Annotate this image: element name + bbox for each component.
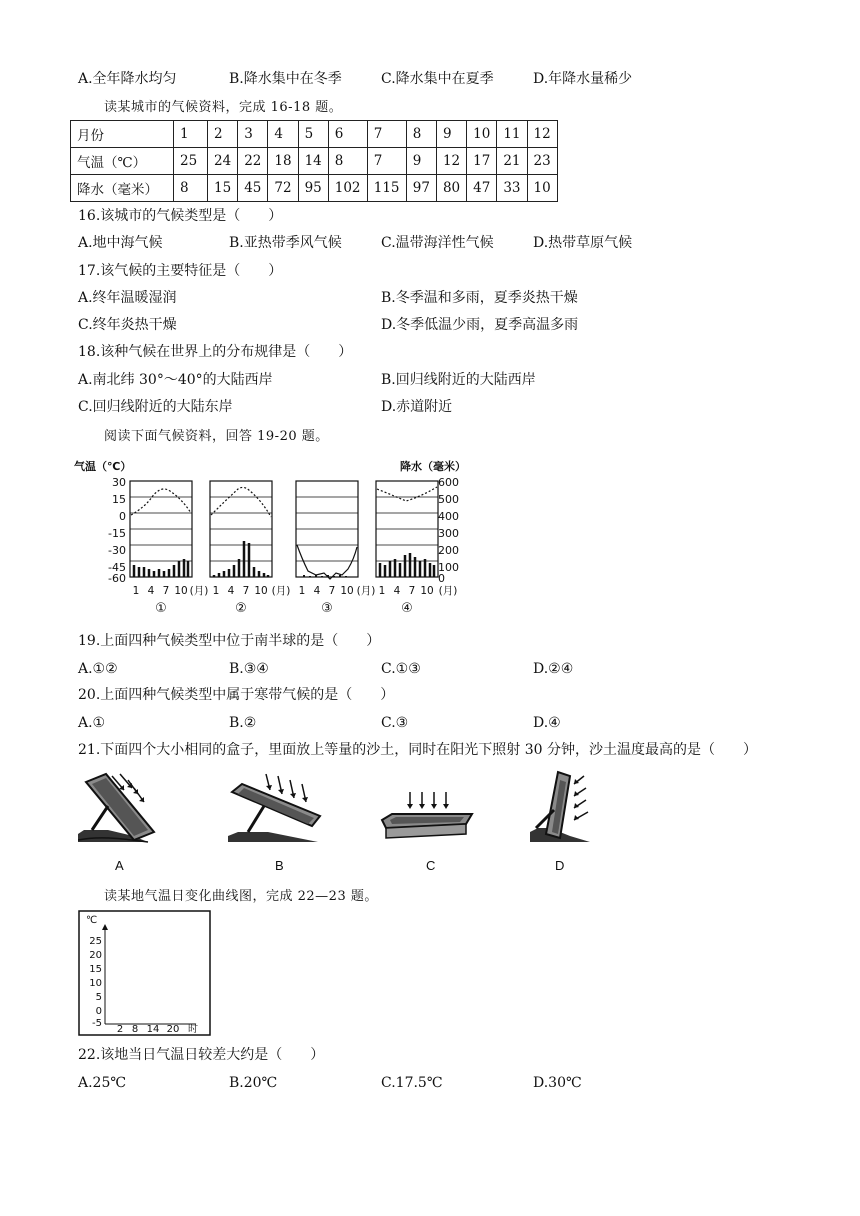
sun-box-b-image — [228, 772, 323, 844]
q15-option-c[interactable]: C.降水集中在夏季 — [381, 71, 494, 87]
q21-stem: 21.下面四个大小相同的盒子，里面放上等量的沙土，同时在阳光下照射 30 分钟，沙土温度最高的是（ ） — [78, 742, 757, 758]
q15-option-d[interactable]: D.年降水量稀少 — [533, 71, 633, 87]
tick-label: 20 — [89, 950, 102, 961]
tick-label: 0 — [119, 510, 126, 523]
tick-label: 4 — [147, 585, 155, 597]
intro-16-18: 读某城市的气候资料，完成 16-18 题。 — [104, 100, 343, 115]
table-cell: 7 — [367, 148, 406, 175]
table-cell: 115 — [367, 175, 406, 202]
table-cell: 24 — [208, 148, 238, 175]
q20-option-c[interactable]: C.③ — [381, 715, 409, 731]
q16-option-b[interactable]: B.亚热带季风气候 — [229, 235, 342, 251]
intro-22-23: 读某地气温日变化曲线图，完成 22—23 题。 — [104, 889, 378, 904]
panel-label: ③ — [321, 601, 333, 616]
table-cell: 4 — [268, 121, 298, 148]
tick-label: 0 — [438, 572, 445, 585]
q17-option-d[interactable]: D.冬季低温少雨，夏季高温多雨 — [381, 317, 579, 333]
table-cell: 22 — [238, 148, 268, 175]
tick-label: 7 — [328, 585, 336, 597]
tick-label: (月) — [438, 585, 458, 597]
q19-option-d[interactable]: D.②④ — [533, 661, 574, 677]
tick-label: 1 — [132, 585, 140, 597]
table-cell: 10 — [527, 175, 557, 202]
tick-label: -15 — [108, 527, 126, 540]
right-axis-ticks — [438, 476, 459, 585]
panel-labels — [155, 601, 413, 616]
table-cell: 80 — [436, 175, 466, 202]
table-cell: 21 — [497, 148, 527, 175]
tick-label: 10 — [254, 585, 268, 597]
q17-option-b[interactable]: B.冬季温和多雨，夏季炎热干燥 — [381, 290, 578, 306]
tick-label: 10 — [174, 585, 188, 597]
q19-option-c[interactable]: C.①③ — [381, 661, 421, 677]
box-label-a[interactable]: A — [115, 858, 124, 873]
tick-label: 10 — [89, 978, 102, 989]
y-ticks — [89, 936, 102, 1029]
tick-label: 4 — [313, 585, 321, 597]
q18-option-c[interactable]: C.回归线附近的大陆东岸 — [78, 399, 233, 415]
tick-label: -60 — [108, 572, 126, 585]
tick-label: (月) — [271, 585, 291, 597]
tick-label: 0 — [95, 1006, 102, 1017]
panel-label: ② — [235, 601, 247, 616]
tick-label: 14 — [146, 1024, 160, 1035]
climate-panel-1 — [130, 481, 192, 577]
row-label-precip: 降水（毫米） — [71, 175, 174, 202]
table-row-months — [71, 121, 558, 148]
q17-option-a[interactable]: A.终年温暖湿润 — [78, 290, 177, 306]
q16-stem: 16.该城市的气候类型是（ ） — [78, 208, 283, 224]
q20-stem: 20.上面四种气候类型中属于寒带气候的是（ ） — [78, 687, 395, 703]
table-cell: 5 — [298, 121, 328, 148]
tick-label: (月) — [189, 585, 209, 597]
q18-stem: 18.该种气候在世界上的分布规律是（ ） — [78, 344, 353, 360]
q16-option-d[interactable]: D.热带草原气候 — [533, 235, 633, 251]
intro-19-20: 阅读下面气候资料，回答 19-20 题。 — [104, 429, 329, 444]
q22-option-d[interactable]: D.30℃ — [533, 1075, 582, 1091]
tick-label: 10 — [420, 585, 434, 597]
tick-label: (月) — [356, 585, 376, 597]
row-label-temp: 气温（℃） — [71, 148, 174, 175]
table-cell: 14 — [298, 148, 328, 175]
table-cell: 12 — [436, 148, 466, 175]
tick-label: 15 — [89, 964, 102, 975]
climate-figure — [70, 455, 490, 620]
q18-option-d[interactable]: D.赤道附近 — [381, 399, 453, 415]
q20-option-d[interactable]: D.④ — [533, 715, 561, 731]
tick-label: 1 — [212, 585, 220, 597]
table-cell: 8 — [328, 148, 367, 175]
table-row-precip — [71, 175, 558, 202]
tick-label: 30 — [112, 476, 126, 489]
q17-stem: 17.该气候的主要特征是（ ） — [78, 263, 283, 279]
climate-table — [70, 120, 558, 202]
q19-option-a[interactable]: A.①② — [78, 661, 118, 677]
tick-label: -30 — [108, 544, 126, 557]
tick-label: 7 — [162, 585, 170, 597]
q22-option-c[interactable]: C.17.5℃ — [381, 1075, 443, 1091]
tick-label: 400 — [438, 510, 459, 523]
q18-option-a[interactable]: A.南北纬 30°～40°的大陆西岸 — [78, 372, 273, 388]
climate-panel-4 — [376, 481, 438, 577]
table-cell: 102 — [328, 175, 367, 202]
table-cell: 7 — [367, 121, 406, 148]
q22-stem: 22.该地当日气温日较差大约是（ ） — [78, 1047, 325, 1063]
tick-label: 500 — [438, 493, 459, 506]
tick-label: -45 — [108, 561, 126, 574]
box-label-b[interactable]: B — [275, 858, 284, 873]
left-axis-title: 气温（℃） — [74, 460, 132, 473]
tick-label: 5 — [95, 992, 102, 1003]
daily-temp-chart — [78, 910, 212, 1038]
tick-label: 10 — [340, 585, 354, 597]
table-cell: 95 — [298, 175, 328, 202]
tick-label: 1 — [378, 585, 386, 597]
q15-option-a[interactable]: A.全年降水均匀 — [78, 71, 177, 87]
table-cell: 2 — [208, 121, 238, 148]
table-cell: 23 — [527, 148, 557, 175]
table-row-temps — [71, 148, 558, 175]
climate-panel-3 — [296, 481, 358, 579]
q22-option-a[interactable]: A.25℃ — [78, 1075, 127, 1091]
box-label-d[interactable]: D — [555, 858, 565, 873]
table-cell: 45 — [238, 175, 268, 202]
tick-label: 100 — [438, 561, 459, 574]
table-cell: 11 — [497, 121, 527, 148]
tick-label: 300 — [438, 527, 459, 540]
table-cell: 10 — [467, 121, 497, 148]
table-cell: 3 — [238, 121, 268, 148]
sun-box-a-image — [78, 772, 158, 844]
tick-label: 20 — [166, 1024, 180, 1035]
panel-label: ① — [155, 601, 167, 616]
q18-option-b[interactable]: B.回归线附近的大陆西岸 — [381, 372, 536, 388]
box-label-c[interactable]: C — [426, 858, 436, 873]
tick-label: 4 — [393, 585, 401, 597]
table-cell: 1 — [174, 121, 208, 148]
q15-option-b[interactable]: B.降水集中在冬季 — [229, 71, 342, 87]
sun-box-c-image — [380, 790, 475, 845]
table-cell: 15 — [208, 175, 238, 202]
tick-label: 15 — [112, 493, 126, 506]
q20-option-a[interactable]: A.① — [78, 715, 106, 731]
panel-label: ④ — [401, 601, 413, 616]
table-cell: 47 — [467, 175, 497, 202]
q16-option-a[interactable]: A.地中海气候 — [78, 235, 163, 251]
tick-label: 7 — [242, 585, 250, 597]
row-label-month: 月份 — [71, 121, 174, 148]
tick-label: 600 — [438, 476, 459, 489]
q17-option-c[interactable]: C.终年炎热干燥 — [78, 317, 177, 333]
table-cell: 9 — [436, 121, 466, 148]
table-cell: 97 — [406, 175, 436, 202]
table-cell: 8 — [174, 175, 208, 202]
table-cell: 33 — [497, 175, 527, 202]
right-axis-title: 降水（毫米） — [400, 460, 466, 473]
table-cell: 12 — [527, 121, 557, 148]
tick-label: 2 — [116, 1024, 124, 1035]
tick-label: -5 — [92, 1018, 102, 1029]
table-cell: 6 — [328, 121, 367, 148]
table-cell: 72 — [268, 175, 298, 202]
sun-box-d-image — [530, 770, 600, 846]
tick-label: 1 — [298, 585, 306, 597]
q20-option-b[interactable]: B.② — [229, 715, 257, 731]
table-cell: 17 — [467, 148, 497, 175]
tick-label: 25 — [89, 936, 102, 947]
y-unit: ℃ — [86, 915, 98, 926]
table-cell: 8 — [406, 121, 436, 148]
climate-panel-2 — [210, 481, 272, 577]
left-axis-ticks — [108, 476, 126, 585]
q19-option-b[interactable]: B.③④ — [229, 661, 269, 677]
table-cell: 9 — [406, 148, 436, 175]
tick-label: 200 — [438, 544, 459, 557]
tick-label: 4 — [227, 585, 235, 597]
tick-label: 8 — [131, 1024, 139, 1035]
q22-option-b[interactable]: B.20℃ — [229, 1075, 278, 1091]
table-cell: 18 — [268, 148, 298, 175]
q16-option-c[interactable]: C.温带海洋性气候 — [381, 235, 494, 251]
q19-stem: 19.上面四种气候类型中位于南半球的是（ ） — [78, 633, 381, 649]
tick-label: 时 — [188, 1024, 198, 1035]
month-axis — [133, 585, 458, 597]
table-cell: 25 — [174, 148, 208, 175]
tick-label: 7 — [408, 585, 416, 597]
